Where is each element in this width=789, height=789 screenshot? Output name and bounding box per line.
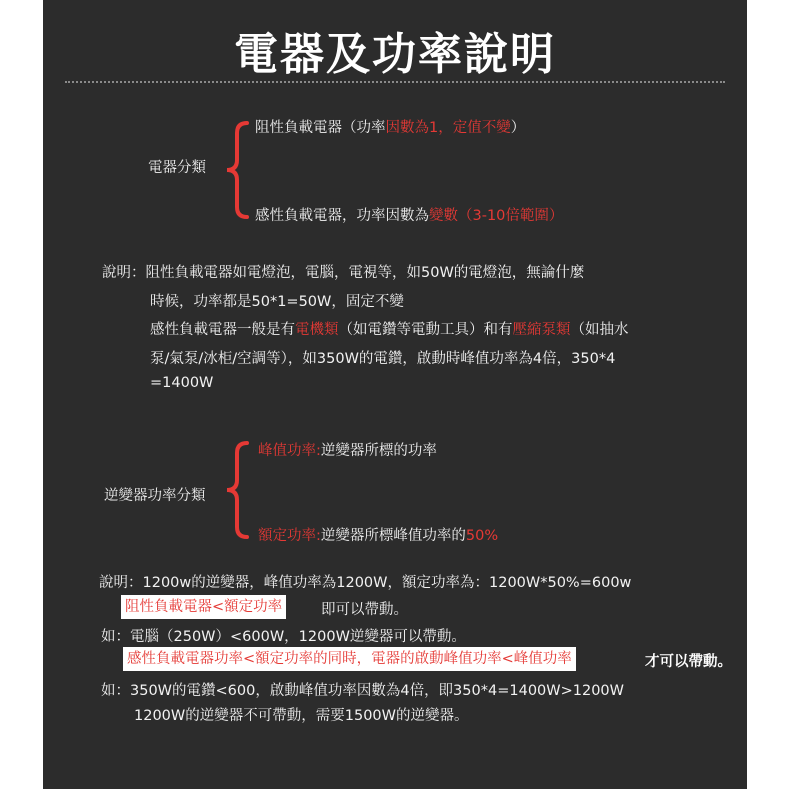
explanation-line: 如：350W的電鑽<600，啟動峰值功率因數為4倍，即350*4=1400W>1200W (101, 683, 624, 699)
highlight-condition-box: 阻性負載電器<額定功率 (121, 595, 286, 619)
inverter-power-classification-label: 逆變器功率分類 (104, 488, 206, 504)
explanation-line: 泵/氣泵/冰柜/空調等），如350W的電鑽，啟動時峰值功率為4倍，350*4 (150, 351, 616, 367)
page-title: 電器及功率說明 (234, 29, 556, 80)
highlight-condition-box: 感性負載電器功率<額定功率的同時，電器的啟動峰值功率<峰值功率 (123, 647, 576, 671)
inductive-load-line: 感性負載電器，功率因數為變數（3-10倍範圍） (255, 208, 564, 224)
rated-power-line: 額定功率:逆變器所標峰值功率的50% (258, 528, 499, 544)
brace-icon (223, 120, 253, 220)
explanation-line: 即可以帶動。 (321, 602, 408, 618)
brace-icon (223, 440, 253, 540)
explanation-line: 時候，功率都是50*1=50W，固定不變 (150, 294, 404, 310)
peak-power-line: 峰值功率:逆變器所標的功率 (258, 443, 437, 459)
explanation-line: =1400W (150, 375, 214, 391)
explanation-line: 才可以帶動。 (645, 654, 732, 670)
explanation-line: 1200W的逆變器不可帶動，需要1500W的逆變器。 (134, 708, 469, 724)
appliance-classification-label: 電器分類 (148, 160, 206, 176)
explanation-line: 說明：阻性負載電器如電燈泡，電腦，電視等，如50W的電燈泡，無論什麼 (102, 265, 585, 281)
explanation-line: 感性負載電器一般是有電機類（如電鑽等電動工具）和有壓縮泵類（如抽水 (150, 322, 629, 338)
content-panel (43, 0, 747, 789)
resistive-load-line: 阻性負載電器（功率因數為1，定值不變） (255, 120, 526, 136)
explanation-line: 說明：1200w的逆變器，峰值功率為1200W，額定功率為：1200W*50%=600w (99, 575, 632, 591)
dotted-divider (65, 81, 725, 83)
explanation-line: 如：電腦（250W）<600W，1200W逆變器可以帶動。 (101, 629, 466, 645)
